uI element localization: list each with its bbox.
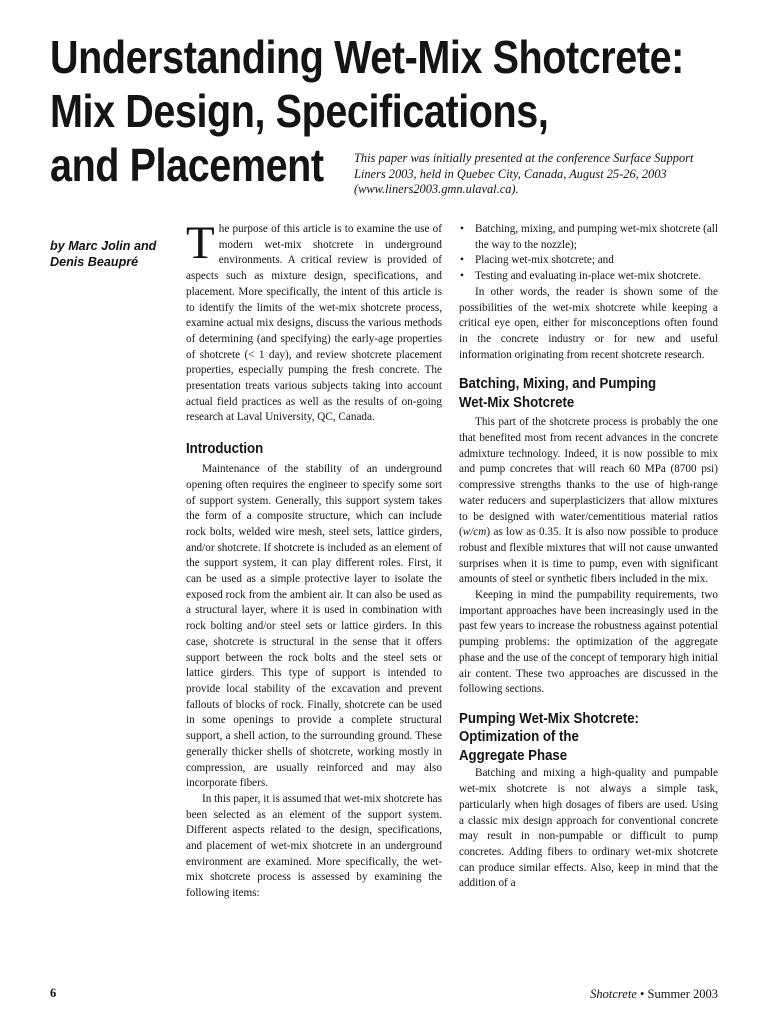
intro-text: he purpose of this article is to examine the use of modern wet-mix shotcrete in underground environments. A critical review is provided of aspects such as mixture design, specifications, and placement. More specifically, the intent of this article is to identify the limits of the wet-mix shotcrete process, examine actual mix designs, discuss the various methods of determining (and specifying) the early-age properties of shotcrete (< 1 day), and review shotcrete placement properties, especially pumping the fresh concrete. The presentation treats various subjects taking into account actual field practices as well as the results of on-going research at Laval University, QC, Canada.	[186, 223, 442, 424]
list-item: • Testing and evaluating in-place wet-mix shotcrete.	[459, 269, 718, 285]
batching-paragraph-2: Keeping in mind the pumpability requirements, two important approaches have been increasingly used in the past few years to increase the robustness against potential pumping problems: the optimization of the aggregate phase and the use of the concept of temporary high initial air content. These two approaches are discussed in the following sections.	[459, 589, 718, 696]
intro-paragraph	[186, 217, 442, 426]
introduction-heading: Introduction	[186, 441, 264, 458]
page-number: 6	[50, 986, 57, 1000]
batching-heading-line-2: Wet-Mix Shotcrete	[459, 395, 575, 412]
pumping-heading-line-3: Aggregate Phase	[459, 747, 568, 764]
ratio-symbol: w/cm	[462, 526, 487, 539]
presentation-note: This paper was initially presented at the conference Surface Support Liners 2003, held in Quebec City, Canada, August 25-26, 2003 (www.liners2003.gmn.ulaval.ca).	[354, 151, 694, 196]
running-footer	[590, 987, 718, 1002]
pumping-heading-line-2: Optimization of the	[459, 729, 579, 746]
after-list-paragraph: In other words, the reader is shown some of the possibilities of the wet-mix shotcrete while keeping a critical eye open, either for misconceptions often found in the concrete industry or for new and useful information originating from recent shotcrete research.	[459, 285, 718, 361]
article-column-1	[186, 217, 442, 902]
drop-cap: T	[186, 217, 215, 269]
pumping-heading-line-1: Pumping Wet-Mix Shotcrete:	[459, 710, 639, 727]
title-line-2: Mix Design, Specifications,	[50, 85, 549, 137]
batching-text-b: ) as low as 0.35. It is also now possible to produce robust and flexible mixtures that will not cause unwanted surprises when it is time to pump, even with significant amounts of steel or synthetic fibers included in the mix.	[459, 526, 718, 586]
byline-line-1: by Marc Jolin and	[50, 239, 157, 253]
process-items-list	[459, 222, 718, 285]
byline	[50, 238, 175, 270]
list-item: • Batching, mixing, and pumping wet-mix shotcrete (all the way to the nozzle);	[459, 222, 718, 253]
title-line-1: Understanding Wet-Mix Shotcrete:	[50, 31, 684, 83]
issue-date: Summer 2003	[647, 987, 718, 1001]
batching-heading-line-1: Batching, Mixing, and Pumping	[459, 376, 657, 393]
introduction-paragraph-2: In this paper, it is assumed that wet-mix shotcrete has been selected as an element of the support system. Different aspects related to the design, specifications, and placement of wet-mix shotcrete in an underground environment are examined. More specifically, the wet-mix shotcrete process is assessed by examining the following items:	[186, 792, 442, 900]
introduction-paragraph-1: Maintenance of the stability of an underground opening often requires the engineer to specify some sort of support system. Generally, this support system takes the form of a composite structure, which can include rock bolts, welded wire mesh, steel sets, lattice girders, and/or shotcrete. If shotcrete is included as an element of the support system, it can play different roles. First, it can be used as a simple protective layer to isolate the exposed rock from the ambient air. It can also be used as a structural layer, where it is used in combination with rock bolting and/or steel sets or lattice girders. In this case, shotcrete is structural in the sense that it offers support between the rock bolts and the steel sets or lattice girders. This type of support is intended to provide local stability of the excavation and prevent fallouts of blocks of rock. Finally, shotcrete can be used in some openings to provide a complete structural support, a shell action, to the surrounding ground. These generally thicker shells of shotcrete, working mostly in compression, are usually reinforced and may also incorporate fibers.	[186, 463, 442, 790]
magazine-name: Shotcrete	[590, 987, 637, 1001]
article-column-2	[459, 222, 718, 892]
batching-text-a: This part of the shotcrete process is probably the one that benefited most from recent advances in the concrete admixture technology. Indeed, it is now possible to mix and pump concretes that will reach 60 MPa (8700 psi) compressive strengths thanks to the use of high-range water reducers and superplasticizers that allow mixtures to be designed with water/cementitious material ratios (	[459, 416, 718, 539]
title-line-3: and Placement	[50, 139, 324, 191]
pumping-paragraph: Batching and mixing a high-quality and pumpable wet-mix shotcrete is not always a simple task, particularly when high dosages of fibers are used. Using a classic mix design approach for conventional concrete may result in non-pumpable or difficult to pump concretes. Adding fibers to ordinary wet-mix shotcrete can produce similar effects. Also, keep in mind that the addition of a	[459, 767, 718, 890]
byline-line-2: Denis Beaupré	[50, 255, 139, 269]
batching-heading	[459, 375, 697, 413]
list-item: • Placing wet-mix shotcrete; and	[459, 253, 718, 269]
footer-separator: •	[640, 987, 645, 1001]
pumping-heading	[459, 710, 697, 766]
batching-paragraph-1	[459, 415, 718, 588]
